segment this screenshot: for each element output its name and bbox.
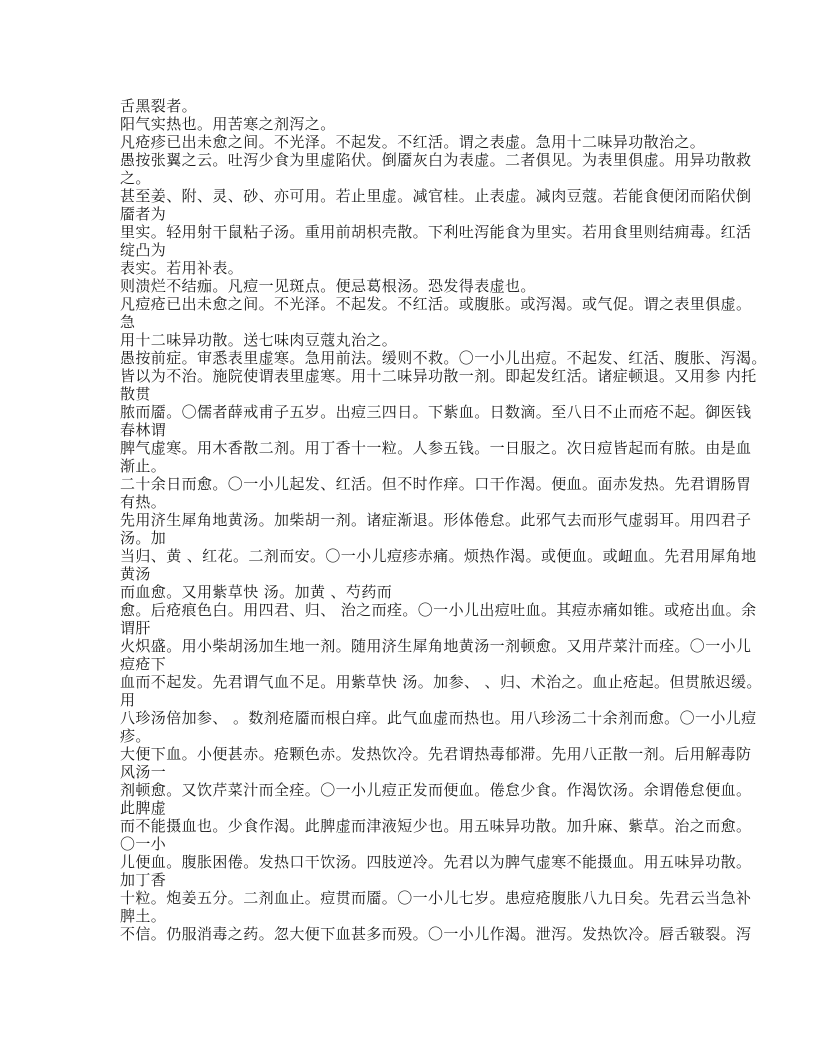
text-line: 阳气实热也。用苦寒之剂泻之。 (120, 115, 336, 133)
text-line: 舌黑裂者。 (120, 97, 198, 115)
text-line: 火炽盛。用小柴胡汤加生地一剂。随用济生犀角地黄汤一剂顿愈。又用芹菜汁而痊。〇一小儿 (120, 637, 752, 655)
text-line: 大便下血。小便甚赤。疮颗色赤。发热饮冷。先君谓热毒郁滞。先用八正散一剂。后用解毒防 (120, 745, 752, 763)
text-line: 有热。 (120, 493, 167, 511)
text-line: 里实。轻用射干鼠粘子汤。重用前胡枳壳散。下利吐泻能食为里实。若用食里则结痈毒。红活 (120, 223, 752, 241)
document-page (120, 97, 767, 943)
text-line: 脾土。 (120, 907, 167, 925)
text-line: 用 (120, 691, 136, 709)
text-line: 加丁香 (120, 871, 167, 889)
text-line: 十粒。炮姜五分。二剂血止。痘贯而靥。〇一小儿七岁。患痘疮腹胀八九日矣。先君云当急补 (120, 889, 752, 907)
text-line: 用十二味异功散。送七味肉豆蔻丸治之。 (120, 331, 398, 349)
text-line: 疹。 (120, 727, 151, 745)
text-line: 汤。加 (120, 529, 167, 547)
text-line: 愚按前症。审悉表里虚寒。急用前法。缓则不救。〇一小儿出痘。不起发、红活、腹胀、泻渴。 (120, 349, 767, 367)
text-line: 黄汤 (120, 565, 151, 583)
text-line: 急 (120, 313, 136, 331)
text-line: 儿便血。腹胀困倦。发热口干饮汤。四肢逆冷。先君以为脾气虚寒不能摄血。用五味异功散。 (120, 853, 752, 871)
text-line: 剂顿愈。又饮芹菜汁而全痊。〇一小儿痘正发而便血。倦怠少食。作渴饮汤。余谓倦怠便血。 (120, 781, 752, 799)
text-line: 愈。后疮痕色白。用四君、归、 治之而痊。〇一小儿出痘吐血。其痘赤痛如锥。或疮出血。余 (120, 601, 757, 619)
text-line: 而不能摄血也。少食作渴。此脾虚而津液短少也。用五味异功散。加升麻、紫草。治之而愈。 (120, 817, 752, 835)
text-line: 〇一小 (120, 835, 167, 853)
text-line: 脓而靥。〇儒者薛戒甫子五岁。出痘三四日。下紫血。日数滴。至八日不止而疮不起。御医钱 (120, 403, 752, 421)
text-line: 皆以为不治。施院使谓表里虚寒。用十二味异功散一剂。即起发红活。诸症顿退。又用参 内托 (120, 367, 757, 385)
text-line: 甚至姜、附、灵、砂、亦可用。若止里虚。减官桂。止表虚。减肉豆蔻。若能食便闭而陷伏倒 (120, 187, 752, 205)
text-line: 凡痘疮已出未愈之间。不光泽。不起发。不红活。或腹胀。或泻渴。或气促。谓之表里俱虚。 (120, 295, 752, 313)
text-line: 之。 (120, 169, 151, 187)
text-line: 血而不起发。先君谓气血不足。用紫草快 汤。加参、 、归、术治之。血止疮起。但贯脓迟缓。 (120, 673, 762, 691)
text-line: 脾气虚寒。用木香散二剂。用丁香十一粒。人参五钱。一日服之。次日痘皆起而有脓。由是血 (120, 439, 752, 457)
text-line: 则溃烂不结痂。凡痘一见斑点。便忌葛根汤。恐发得表虚也。 (120, 277, 536, 295)
text-line: 靥者为 (120, 205, 167, 223)
text-line: 八珍汤倍加参、 。数剂疮靥而根白痒。此气血虚而热也。用八珍汤二十余剂而愈。〇一小儿痘 (120, 709, 757, 727)
text-line: 凡疮疹已出未愈之间。不光泽。不起发。不红活。谓之表虚。急用十二味异功散治之。 (120, 133, 706, 151)
text-line: 二十余日而愈。〇一小儿起发、红活。但不时作痒。口干作渴。便血。面赤发热。先君谓肠胃 (120, 475, 752, 493)
text-line: 表实。若用补表。 (120, 259, 244, 277)
text-line: 不信。仍服消毒之药。忽大便下血甚多而殁。〇一小儿作渴。泄泻。发热饮冷。唇舌皲裂。泻 (120, 925, 752, 943)
text-line: 痘疮下 (120, 655, 167, 673)
text-line: 散贯 (120, 385, 151, 403)
text-line: 渐止。 (120, 457, 167, 475)
text-line: 而血愈。又用紫草快 汤。加黄 、芍药而 (120, 583, 393, 601)
text-line: 当归、黄 、红花。二剂而安。〇一小儿痘疹赤痛。烦热作渴。或便血。或衄血。先君用犀角地 (120, 547, 757, 565)
text-line: 风汤一 (120, 763, 167, 781)
text-line: 先用济生犀角地黄汤。加柴胡一剂。诸症渐退。形体倦怠。此邪气去而形气虚弱耳。用四君子 (120, 511, 752, 529)
text-line: 春林谓 (120, 421, 167, 439)
text-line: 绽凸为 (120, 241, 167, 259)
text-line: 此脾虚 (120, 799, 167, 817)
text-line: 谓肝 (120, 619, 151, 637)
text-line: 愚按张翼之云。吐泻少食为里虚陷伏。倒靥灰白为表虚。二者俱见。为表里俱虚。用异功散救 (120, 151, 752, 169)
